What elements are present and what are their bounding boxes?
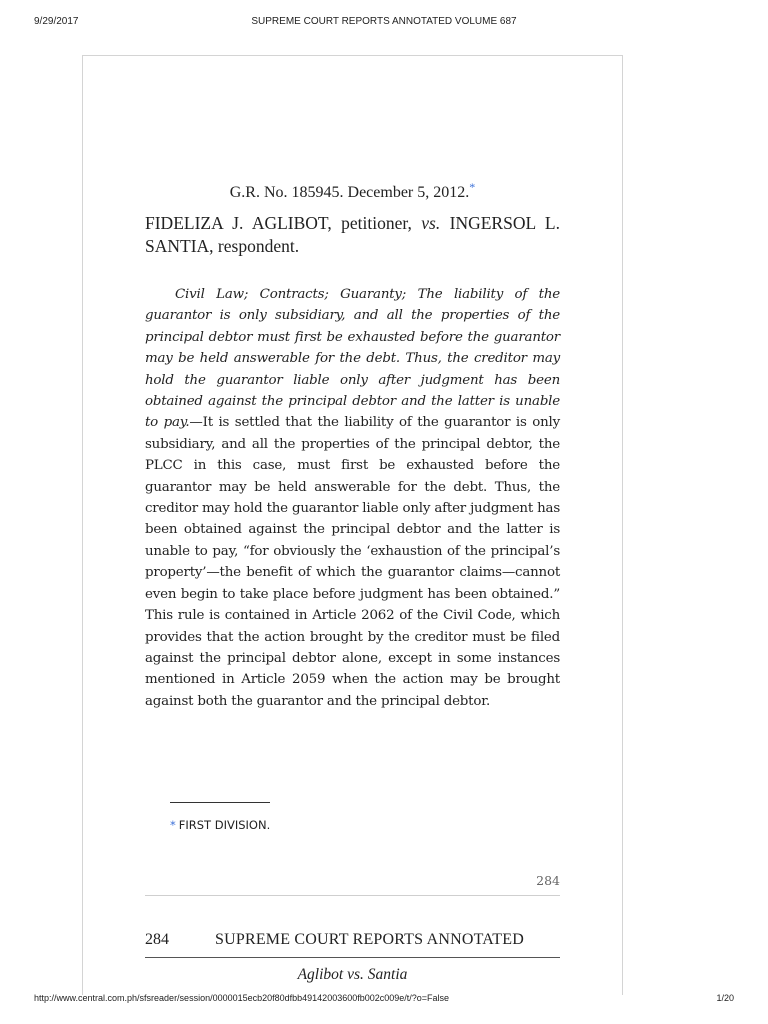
print-page-count: 1/20 [716, 993, 734, 1003]
footnote-divider [170, 802, 270, 803]
running-head-rule [145, 957, 560, 958]
page-divider [145, 895, 560, 896]
print-footer [0, 993, 768, 1007]
footnote [170, 818, 270, 832]
print-header [0, 16, 768, 30]
running-case-name: Aglibot vs. Santia [297, 966, 408, 983]
syllabus-headnote: Civil Law; Contracts; Guaranty; The liability of the guarantor is only subsidiary, and all the properties of the principal debtor must first be exhausted before the guarantor may be held answerable for the debt. Thus, the creditor may hold the guarantor liable only after judgment has been obtained against the principal debtor and the latter is unable to pay. [145, 287, 560, 431]
running-head-page-number: 284 [145, 931, 169, 948]
versus-text: vs. [421, 213, 441, 233]
footnote-reference-link[interactable]: * [469, 180, 476, 194]
syllabus-paragraph [145, 284, 560, 712]
footnote-text: FIRST DIVISION. [178, 818, 271, 832]
docket-text: G.R. No. 185945. December 5, 2012. [229, 184, 470, 201]
page-number: 284 [536, 873, 560, 888]
respondent-text: INGERSOL L. SANTIA, respondent. [145, 213, 560, 256]
case-docket-line [145, 180, 560, 202]
case-parties [145, 212, 560, 258]
petitioner-text: FIDELIZA J. AGLIBOT, petitioner, [145, 213, 422, 233]
footnote-marker: * [170, 818, 176, 832]
print-date: 9/29/2017 [34, 16, 79, 27]
running-head-title: SUPREME COURT REPORTS ANNOTATED [215, 931, 524, 948]
print-url: http://www.central.com.ph/sfsreader/session/0000015ecb20f80dfbb49142003600fb002c009e/t/?o=False [34, 993, 450, 1003]
print-document-title: SUPREME COURT REPORTS ANNOTATED VOLUME 687 [251, 16, 517, 27]
syllabus-body: —It is settled that the liability of the guarantor is only subsidiary, and all the properties of the principal debtor, the PLCC in this case, must first be exhausted before the guarantor may be held answerable for the debt. Thus, the creditor may hold the guarantor liable only after judgment has been obtained against the principal debtor and the latter is unable to pay, “for obviously the ‘exhaustion of the principal’s property’—the benefit of which the guarantor claims—cannot even begin to take place before judgment has been obtained.” This rule is contained in Article 2062 of the Civil Code, which provides that the action brought by the creditor must be filed against the principal debtor alone, except in some instances mentioned in Article 2059 when the action may be brought against both the guarantor and the principal debtor. [145, 415, 560, 709]
